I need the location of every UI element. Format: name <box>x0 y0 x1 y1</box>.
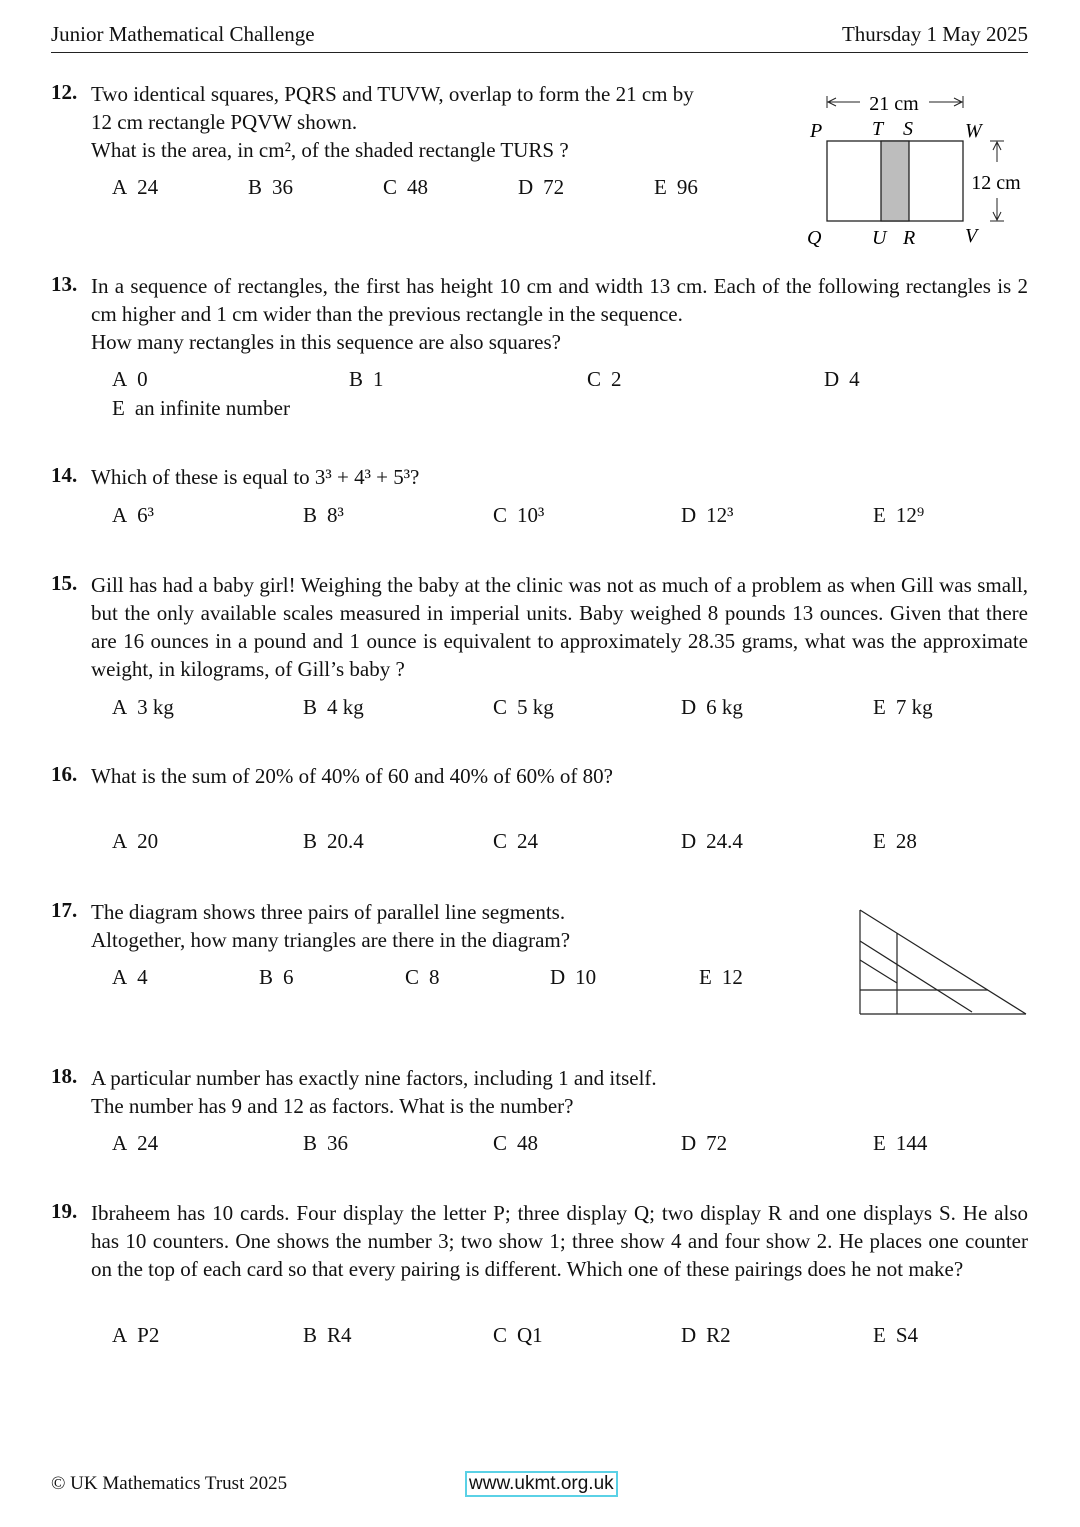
question-text <box>91 762 1028 790</box>
question-line: Gill has had a baby girl! Weighing the baby at the clinic was not as much of a problem as when Gill was small, but the only available scales measured in imperial units. Baby weighed 8 pounds 13 ounces. Given that there are 16 ounces in a pound and 1 ounce is equivalent to approximately 28.35 grams, what was the approximate weight, in kilograms, of Gill’s baby ? <box>91 573 1028 681</box>
question-number: 16. <box>51 762 78 786</box>
option-c[interactable]: C 24 <box>493 829 539 853</box>
question-line: The diagram shows three pairs of parallel line segments. <box>91 900 566 924</box>
question-number: 15. <box>51 571 78 595</box>
vertex-w: W <box>965 120 982 142</box>
header-date: Thursday 1 May 2025 <box>841 22 1028 46</box>
question-line: A particular number has exactly nine factors, including 1 and itself. <box>91 1066 657 1090</box>
option-d[interactable]: D 72 <box>518 175 565 199</box>
parallel-diagonal-2 <box>860 960 897 983</box>
question-line: Two identical squares, PQRS and TUVW, overlap to form the 21 cm by <box>91 82 694 106</box>
option-d[interactable]: D 24.4 <box>681 829 743 853</box>
header-title: Junior Mathematical Challenge <box>51 22 315 46</box>
option-b[interactable]: B 20.4 <box>303 829 364 853</box>
answer-options <box>112 1323 1028 1351</box>
option-a[interactable]: A 20 <box>112 829 159 853</box>
option-d[interactable]: D 4 <box>824 367 860 391</box>
option-a[interactable]: A P2 <box>112 1323 160 1347</box>
answer-options <box>112 695 1028 723</box>
question-number: 14. <box>51 463 78 487</box>
question-line: How many rectangles in this sequence are also squares? <box>91 330 561 354</box>
vertex-p: P <box>810 120 823 142</box>
option-e[interactable]: E 144 <box>873 1131 928 1155</box>
hypotenuse <box>860 910 1026 1014</box>
vertex-t: T <box>872 118 884 140</box>
question-number: 13. <box>51 272 78 296</box>
option-e[interactable]: E S4 <box>873 1323 919 1347</box>
question-text <box>91 898 771 954</box>
option-b[interactable]: B R4 <box>303 1323 352 1347</box>
option-e[interactable]: E 96 <box>654 175 698 199</box>
option-b[interactable]: B 6 <box>259 965 294 989</box>
footer-copyright: © UK Mathematics Trust 2025 <box>51 1473 288 1494</box>
answer-options-row-2 <box>112 396 1028 424</box>
question-19 <box>51 1199 1028 1347</box>
option-b[interactable]: B 8³ <box>303 503 344 527</box>
option-c[interactable]: C 5 kg <box>493 695 554 719</box>
vertex-u: U <box>872 227 887 249</box>
option-a[interactable]: A 24 <box>112 1131 159 1155</box>
option-b[interactable]: B 36 <box>248 175 294 199</box>
option-c[interactable]: C 48 <box>383 175 429 199</box>
option-e[interactable]: E 7 kg <box>873 695 933 719</box>
option-d[interactable]: D 12³ <box>681 503 734 527</box>
parallel-diagonal-1 <box>860 941 972 1012</box>
question-15 <box>51 571 1028 719</box>
option-d[interactable]: D 72 <box>681 1131 728 1155</box>
vertex-v: V <box>965 225 978 247</box>
question-text <box>91 272 1028 356</box>
option-b[interactable]: B 1 <box>349 367 384 391</box>
option-e[interactable]: E 12 <box>699 965 743 989</box>
answer-options <box>112 503 1028 531</box>
question-line: 12 cm rectangle PQVW shown. <box>91 110 358 134</box>
option-e[interactable]: E an infinite number <box>112 396 290 420</box>
vertex-q: Q <box>807 227 822 249</box>
height-label: 12 cm <box>971 172 1021 194</box>
question-18 <box>51 1064 1028 1155</box>
option-c[interactable]: C 10³ <box>493 503 545 527</box>
option-b[interactable]: B 36 <box>303 1131 349 1155</box>
option-e[interactable]: E 12⁹ <box>873 503 925 527</box>
answer-options <box>112 1131 1028 1159</box>
page-header <box>51 22 1028 53</box>
vertex-s: S <box>903 118 913 140</box>
question-number: 12. <box>51 80 78 104</box>
option-b[interactable]: B 4 kg <box>303 695 364 719</box>
ukmt-link[interactable]: www.ukmt.org.uk <box>465 1471 618 1497</box>
question-line: In a sequence of rectangles, the first has height 10 cm and width 13 cm. Each of the following rectangles is 2 cm higher and 1 cm wider than the previous rectangle in the sequence. <box>91 274 1028 326</box>
option-c[interactable]: C Q1 <box>493 1323 543 1347</box>
question-number: 19. <box>51 1199 78 1223</box>
question-14 <box>51 463 1028 527</box>
option-a[interactable]: A 6³ <box>112 503 154 527</box>
vertex-r: R <box>903 227 916 249</box>
option-c[interactable]: C 8 <box>405 965 440 989</box>
squares-diagram <box>800 86 1035 256</box>
answer-options <box>112 829 1028 857</box>
answer-options <box>112 367 1028 395</box>
question-text <box>91 80 771 164</box>
width-label: 21 cm <box>869 93 919 115</box>
option-e[interactable]: E 28 <box>873 829 917 853</box>
shaded-rectangle-turs <box>881 141 909 221</box>
option-a[interactable]: A 3 kg <box>112 695 174 719</box>
question-line: Ibraheem has 10 cards. Four display the letter P; three display Q; two display R and one displays S. He also has 10 counters. One shows the number 3; two show 1; three show 4 and four show 2. He places one counter on the top of each card so that every pairing is different. Which one of these pairings does he not make? <box>91 1201 1028 1281</box>
question-text <box>91 1199 1028 1283</box>
question-13 <box>51 272 1028 420</box>
option-d[interactable]: D 6 kg <box>681 695 743 719</box>
option-d[interactable]: D 10 <box>550 965 597 989</box>
triangles-diagram <box>855 905 1035 1020</box>
option-c[interactable]: C 48 <box>493 1131 539 1155</box>
question-line: Which of these is equal to 3³ + 4³ + 5³? <box>91 465 420 489</box>
question-number: 17. <box>51 898 78 922</box>
question-line: What is the sum of 20% of 40% of 60 and 40% of 60% of 80? <box>91 764 613 788</box>
question-number: 18. <box>51 1064 78 1088</box>
question-line: The number has 9 and 12 as factors. What is the number? <box>91 1094 574 1118</box>
option-a[interactable]: A 4 <box>112 965 148 989</box>
question-line: What is the area, in cm², of the shaded rectangle TURS ? <box>91 138 569 162</box>
option-a[interactable]: A 0 <box>112 367 148 391</box>
option-a[interactable]: A 24 <box>112 175 159 199</box>
question-text <box>91 1064 1028 1120</box>
option-d[interactable]: D R2 <box>681 1323 731 1347</box>
question-text <box>91 463 1028 491</box>
question-16 <box>51 762 1028 853</box>
option-c[interactable]: C 2 <box>587 367 622 391</box>
question-text <box>91 571 1028 683</box>
question-line: Altogether, how many triangles are there in the diagram? <box>91 928 571 952</box>
